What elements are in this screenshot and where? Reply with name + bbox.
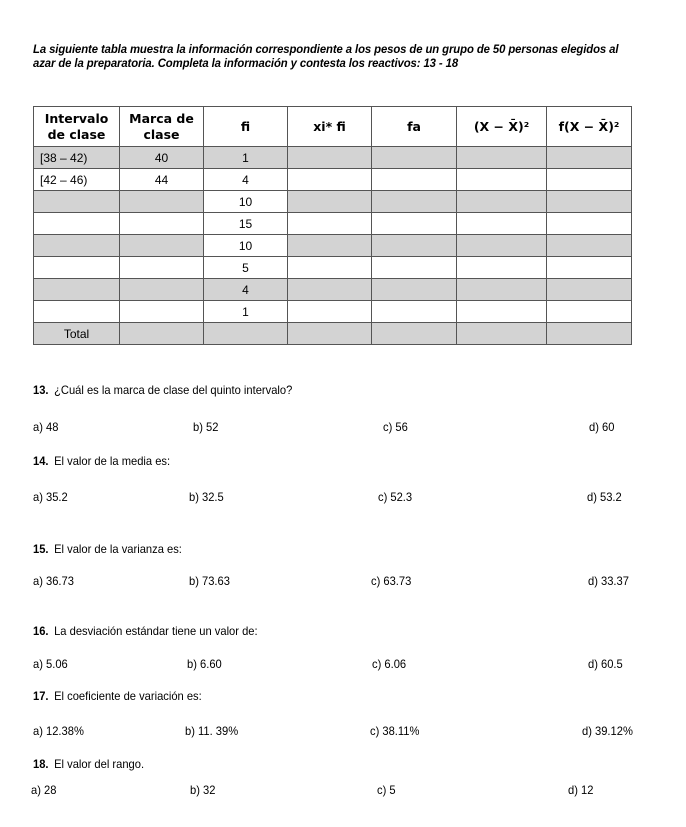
question-13 xyxy=(33,383,292,397)
cell-mark[interactable] xyxy=(120,235,204,257)
option-d[interactable]: d) 60 xyxy=(589,420,615,434)
cell-dev[interactable] xyxy=(457,235,547,257)
header-fa: fa xyxy=(372,107,457,147)
question-text: La desviación estándar tiene un valor de: xyxy=(54,624,258,638)
question-number: 16. xyxy=(33,624,49,638)
table-total-row xyxy=(34,323,632,345)
cell-total-fi[interactable] xyxy=(204,323,288,345)
option-d[interactable]: d) 33.37 xyxy=(588,574,629,588)
cell-fa[interactable] xyxy=(372,213,457,235)
table-row xyxy=(34,257,632,279)
cell-fdev[interactable] xyxy=(547,169,632,191)
cell-dev[interactable] xyxy=(457,257,547,279)
cell-dev[interactable] xyxy=(457,213,547,235)
cell-total-mark[interactable] xyxy=(120,323,204,345)
cell-fa[interactable] xyxy=(372,147,457,169)
cell-dev[interactable] xyxy=(457,147,547,169)
question-17 xyxy=(33,689,202,703)
cell-mark[interactable] xyxy=(120,191,204,213)
header-marca: Marca de clase xyxy=(120,107,204,147)
cell-total-dev[interactable] xyxy=(457,323,547,345)
option-b[interactable]: b) 32.5 xyxy=(189,490,224,504)
option-c[interactable]: c) 38.11% xyxy=(370,724,420,738)
cell-fdev[interactable] xyxy=(547,147,632,169)
header-deviation-sq: (X − X̄)² xyxy=(457,107,547,147)
question-15 xyxy=(33,542,182,556)
cell-xifi[interactable] xyxy=(288,213,372,235)
option-c[interactable]: c) 52.3 xyxy=(378,490,413,504)
cell-fa[interactable] xyxy=(372,301,457,323)
question-text: El valor de la varianza es: xyxy=(54,542,182,556)
option-c[interactable]: c) 56 xyxy=(383,420,408,434)
cell-fa[interactable] xyxy=(372,169,457,191)
cell-mark[interactable] xyxy=(120,213,204,235)
header-f-deviation-sq: f(X − X̄)² xyxy=(547,107,632,147)
total-label: Total xyxy=(34,323,120,345)
option-c[interactable]: c) 6.06 xyxy=(372,657,407,671)
option-c[interactable]: c) 63.73 xyxy=(371,574,412,588)
cell-dev[interactable] xyxy=(457,279,547,301)
question-number: 15. xyxy=(33,542,49,556)
cell-interval[interactable] xyxy=(34,235,120,257)
option-d[interactable]: d) 60.5 xyxy=(588,657,623,671)
cell-interval[interactable] xyxy=(34,301,120,323)
table-row xyxy=(34,301,632,323)
question-number: 17. xyxy=(33,689,49,703)
cell-dev[interactable] xyxy=(457,169,547,191)
question-text: El valor de la media es: xyxy=(54,454,171,468)
option-b[interactable]: b) 32 xyxy=(190,783,216,797)
cell-xifi[interactable] xyxy=(288,257,372,279)
cell-fa[interactable] xyxy=(372,191,457,213)
option-a[interactable]: a) 36.73 xyxy=(33,574,74,588)
table-header-row xyxy=(34,107,632,147)
cell-total-fdev[interactable] xyxy=(547,323,632,345)
option-a[interactable]: a) 28 xyxy=(31,783,57,797)
option-b[interactable]: b) 6.60 xyxy=(187,657,222,671)
cell-fdev[interactable] xyxy=(547,279,632,301)
cell-mark: 40 xyxy=(120,147,204,169)
option-b[interactable]: b) 11. 39% xyxy=(185,724,239,738)
instructions-text: La siguiente tabla muestra la información correspondiente a los pesos de un grupo de 50 personas elegidos al azar de la preparatoria. Completa la información y contesta los reactivos: 13 - 18 xyxy=(33,42,619,70)
cell-total-fa[interactable] xyxy=(372,323,457,345)
cell-fa[interactable] xyxy=(372,257,457,279)
cell-interval[interactable] xyxy=(34,279,120,301)
cell-fdev[interactable] xyxy=(547,257,632,279)
option-a[interactable]: a) 48 xyxy=(33,420,59,434)
cell-fi: 15 xyxy=(204,213,288,235)
cell-fi: 10 xyxy=(204,235,288,257)
cell-fi: 1 xyxy=(204,301,288,323)
table-row xyxy=(34,169,632,191)
cell-dev[interactable] xyxy=(457,191,547,213)
cell-fi: 1 xyxy=(204,147,288,169)
cell-xifi[interactable] xyxy=(288,191,372,213)
option-d[interactable]: d) 53.2 xyxy=(587,490,622,504)
option-d[interactable]: d) 39.12% xyxy=(582,724,633,738)
cell-xifi[interactable] xyxy=(288,301,372,323)
header-xifi: xi* fi xyxy=(288,107,372,147)
table-row xyxy=(34,191,632,213)
cell-mark[interactable] xyxy=(120,301,204,323)
frequency-table xyxy=(33,106,632,345)
question-number: 13. xyxy=(33,383,49,397)
table-row xyxy=(34,213,632,235)
question-number: 18. xyxy=(33,757,49,771)
option-c[interactable]: c) 5 xyxy=(377,783,396,797)
cell-interval: [42 – 46) xyxy=(34,169,120,191)
cell-fa[interactable] xyxy=(372,235,457,257)
cell-fi: 4 xyxy=(204,279,288,301)
question-text: ¿Cuál es la marca de clase del quinto intervalo? xyxy=(54,383,293,397)
question-14 xyxy=(33,454,170,468)
cell-fi: 10 xyxy=(204,191,288,213)
cell-fdev[interactable] xyxy=(547,213,632,235)
option-a[interactable]: a) 35.2 xyxy=(33,490,68,504)
table-row xyxy=(34,147,632,169)
cell-mark[interactable] xyxy=(120,257,204,279)
question-18 xyxy=(33,757,144,771)
option-d[interactable]: d) 12 xyxy=(568,783,594,797)
cell-mark[interactable] xyxy=(120,279,204,301)
cell-xifi[interactable] xyxy=(288,279,372,301)
option-b[interactable]: b) 73.63 xyxy=(189,574,230,588)
cell-fi: 5 xyxy=(204,257,288,279)
cell-fdev[interactable] xyxy=(547,191,632,213)
question-number: 14. xyxy=(33,454,49,468)
cell-fdev[interactable] xyxy=(547,235,632,257)
cell-xifi[interactable] xyxy=(288,235,372,257)
question-text: El valor del rango. xyxy=(54,757,145,771)
option-a[interactable]: a) 5.06 xyxy=(33,657,68,671)
cell-dev[interactable] xyxy=(457,301,547,323)
table-row xyxy=(34,235,632,257)
question-text: El coeficiente de variación es: xyxy=(54,689,202,703)
option-b[interactable]: b) 52 xyxy=(193,420,219,434)
header-fi: fi xyxy=(204,107,288,147)
cell-interval[interactable] xyxy=(34,191,120,213)
header-intervalo: Intervalo de clase xyxy=(34,107,120,147)
cell-fdev[interactable] xyxy=(547,301,632,323)
cell-fi: 4 xyxy=(204,169,288,191)
cell-mark: 44 xyxy=(120,169,204,191)
cell-fa[interactable] xyxy=(372,279,457,301)
cell-xifi[interactable] xyxy=(288,169,372,191)
cell-interval: [38 – 42) xyxy=(34,147,120,169)
table-row xyxy=(34,279,632,301)
cell-total-xifi[interactable] xyxy=(288,323,372,345)
question-16 xyxy=(33,624,258,638)
option-a[interactable]: a) 12.38% xyxy=(33,724,84,738)
cell-interval[interactable] xyxy=(34,257,120,279)
cell-xifi[interactable] xyxy=(288,147,372,169)
cell-interval[interactable] xyxy=(34,213,120,235)
